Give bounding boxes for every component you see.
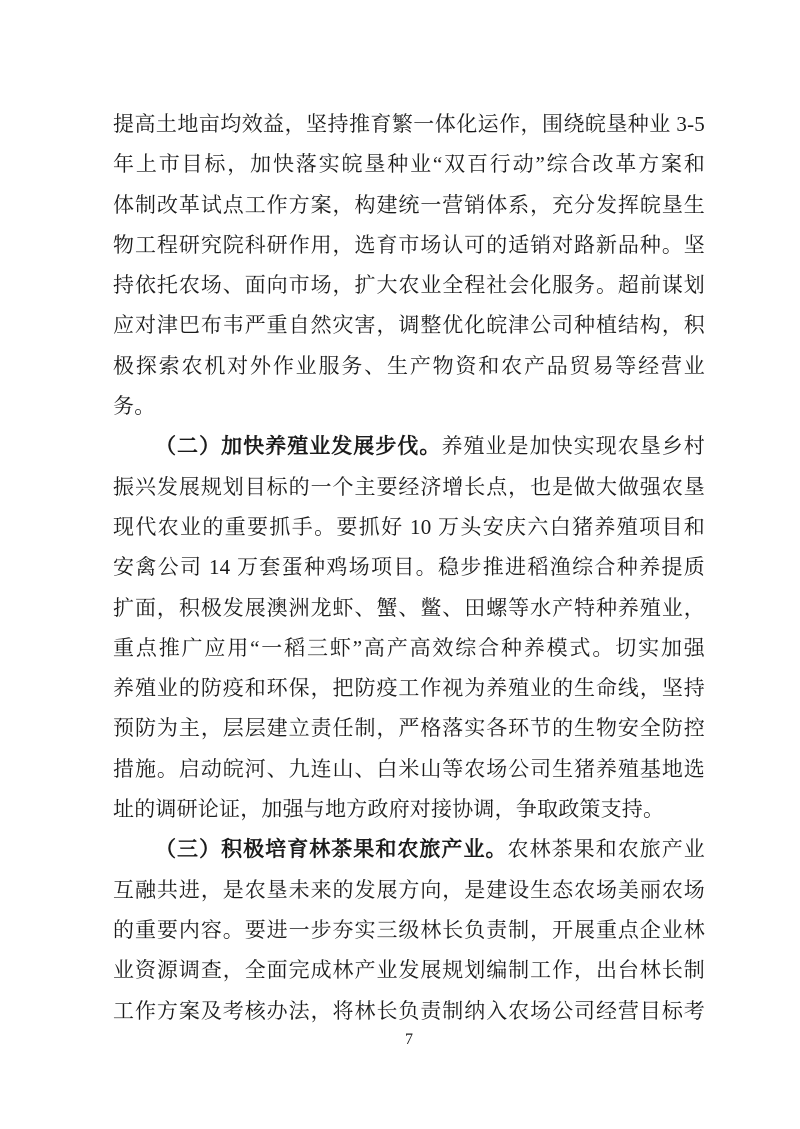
text-run: 预防为主，层层建立责任制，严格落实各环节的生物安全防控 <box>113 716 705 741</box>
text-run: 体制改革试点工作方案，构建统一营销体系，充分发挥皖垦生 <box>113 192 705 217</box>
text-run: 持依托农场、面向市场，扩大农业全程社会化服务。超前谋划 <box>113 273 705 298</box>
section-heading: （二）加快养殖业发展步伐。 <box>155 434 442 459</box>
text-run: 极探索农机对外作业服务、生产物资和农产品贸易等经营业 <box>113 353 705 378</box>
text-line <box>113 346 705 386</box>
text-run: 年上市目标，加快落实皖垦种业“双百行动”综合改革方案和 <box>113 152 705 177</box>
page-number: 7 <box>405 1031 413 1048</box>
text-line <box>113 910 705 950</box>
text-run: 措施。启动皖河、九连山、白米山等农场公司生猪养殖基地选 <box>113 756 705 781</box>
text-line <box>113 991 705 1031</box>
text-run: 务。 <box>113 394 156 419</box>
text-line <box>113 950 705 990</box>
text-line <box>113 467 705 507</box>
text-line <box>113 588 705 628</box>
text-run: 物工程研究院科研作用，选育市场认可的适销对路新品种。坚 <box>113 232 705 257</box>
text-run: 现代农业的重要抓手。要抓好 10 万头安庆六白猪养殖项目和 <box>113 514 705 539</box>
text-line <box>113 305 705 345</box>
text-run: 扩面，积极发展澳洲龙虾、蟹、鳖、田螺等水产特种养殖业， <box>113 595 705 620</box>
text-run: 安禽公司 14 万套蛋种鸡场项目。稳步推进稻渔综合种养提质 <box>113 555 705 580</box>
text-line <box>113 749 705 789</box>
text-run: 振兴发展规划目标的一个主要经济增长点，也是做大做强农垦 <box>113 474 705 499</box>
text-line <box>113 426 705 466</box>
paragraph-2 <box>113 426 705 829</box>
text-line <box>113 829 705 869</box>
paragraph-1 <box>113 104 705 426</box>
text-run: 的重要内容。要进一步夯实三级林长负责制，开展重点企业林 <box>113 917 705 942</box>
text-run: 址的调研论证，加强与地方政府对接协调，争取政策支持。 <box>113 797 665 822</box>
text-run: 提高土地亩均效益，坚持推育繁一体化运作，围绕皖垦种业 3-5 <box>113 112 705 136</box>
section-heading: （三）积极培育林茶果和农旅产业。 <box>155 837 508 862</box>
text-line <box>113 386 705 426</box>
text-line <box>113 628 705 668</box>
text-run: 应对津巴布韦严重自然灾害，调整优化皖津公司种植结构，积 <box>113 313 705 338</box>
text-run: 工作方案及考核办法，将林长负责制纳入农场公司经营目标考 <box>113 998 705 1023</box>
text-line <box>113 507 705 547</box>
text-line <box>113 547 705 587</box>
text-run: 农林茶果和农旅产业 <box>507 837 705 862</box>
text-line <box>113 870 705 910</box>
text-run: 业资源调查，全面完成林产业发展规划编制工作，出台林长制 <box>113 958 705 983</box>
text-line <box>113 789 705 829</box>
text-run: 养殖业是加快实现农垦乡村 <box>441 434 705 459</box>
text-run: 重点推广应用“一稻三虾”高产高效综合种养模式。切实加强 <box>113 635 705 660</box>
text-run: 互融共进，是农垦未来的发展方向，是建设生态农场美丽农场 <box>113 877 705 902</box>
text-line <box>113 185 705 225</box>
document-body <box>113 104 705 1031</box>
text-line <box>113 708 705 748</box>
text-run: 养殖业的防疫和环保，把防疫工作视为养殖业的生命线，坚持 <box>113 676 705 701</box>
text-line <box>113 265 705 305</box>
text-line <box>113 104 705 144</box>
text-line <box>113 144 705 184</box>
paragraph-3 <box>113 829 705 1030</box>
text-line <box>113 668 705 708</box>
text-line <box>113 225 705 265</box>
